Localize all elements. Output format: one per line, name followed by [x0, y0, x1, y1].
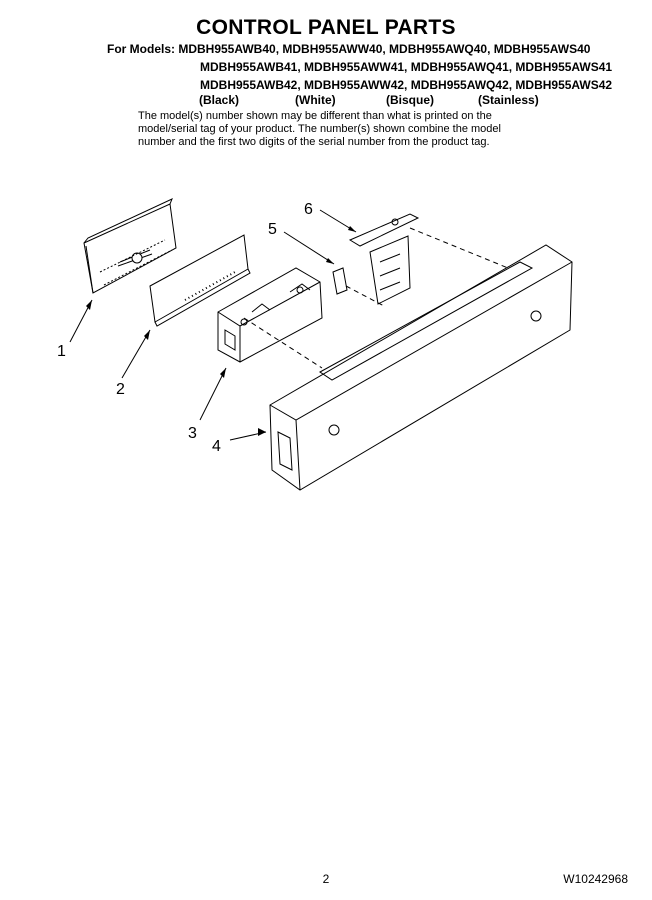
color-bisque: (Bisque)	[386, 93, 434, 107]
model-line-3: MDBH955AWB42, MDBH955AWW42, MDBH955AWQ42, MDBH955AWS42	[200, 78, 613, 92]
note-line: The model(s) number shown may be different than what is printed on the	[138, 110, 492, 122]
note-line: model/serial tag of your product. The number(s) shown combine the model	[138, 123, 501, 135]
page-number: 2	[322, 872, 330, 886]
document-code: W10242968	[563, 872, 628, 886]
callout-5: 5	[268, 221, 277, 238]
callout-4: 4	[212, 438, 221, 455]
color-black: (Black)	[199, 93, 240, 107]
note-line: number and the first two digits of the serial number from the product tag.	[138, 136, 490, 148]
callout-3: 3	[188, 425, 197, 442]
callout-6: 6	[304, 201, 313, 218]
page-title: CONTROL PANEL PARTS	[196, 16, 456, 39]
callout-2: 2	[116, 381, 125, 398]
model-line-1: For Models: MDBH955AWB40, MDBH955AWW40, MDBH955AWQ40, MDBH955AWS40	[107, 42, 591, 56]
model-line-2: MDBH955AWB41, MDBH955AWW41, MDBH955AWQ41, MDBH955AWS41	[200, 60, 613, 74]
color-white: (White)	[295, 93, 336, 107]
color-stainless: (Stainless)	[478, 93, 539, 107]
callout-1: 1	[57, 343, 66, 360]
part-latch	[350, 214, 418, 304]
part-switch	[333, 268, 347, 294]
